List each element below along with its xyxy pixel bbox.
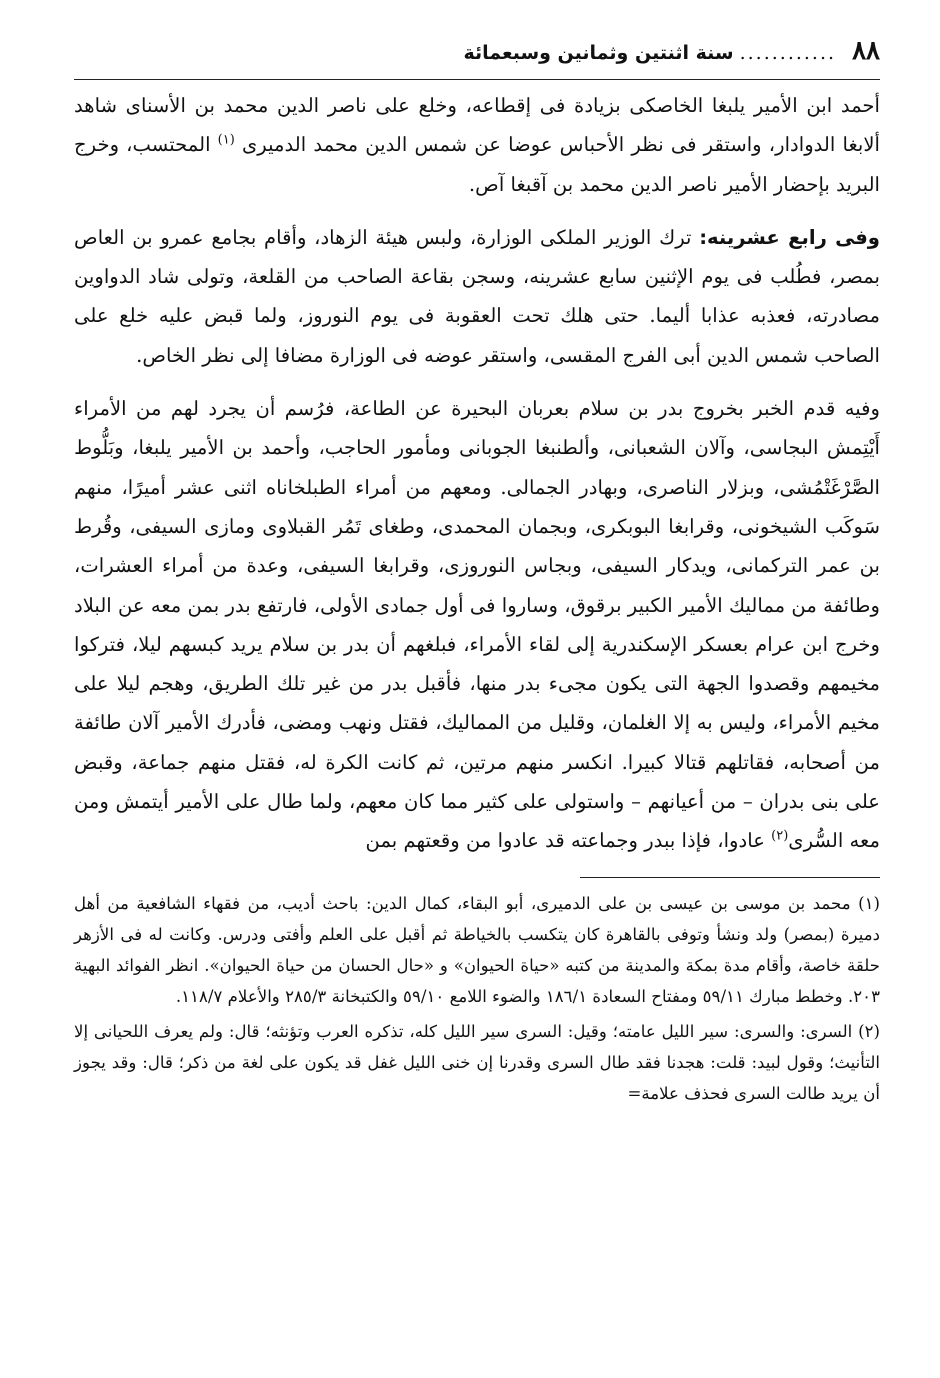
paragraph-2-text: ترك الوزير الملكى الوزارة، ولبس هيئة الزهاد، وأقام بجامع عمرو بن العاص بمصر، فطُلب فى يوم الإثنين سابع عشرينه، وسجن بقاعة الصاحب من القلعة، وتولى شاد الدواوين مصادرته، فعذبه عذابا أليما. حتى هلك تحت العقوبة فى يوم النوروز، ولما قبض عليه خلع على الصاحب شمس الدين أبى الفرج المقسى، واستقر عوضه فى الوزارة مضافا إلى نظر الخاص.	[74, 225, 880, 367]
header-leader-dots: ............	[739, 42, 837, 64]
paragraph-3-continuation: عادوا، فإذا ببدر وجماعته قد عادوا من وقعتهم بمن	[365, 829, 772, 853]
footnote-ref-2[interactable]: (٢)	[771, 828, 789, 844]
page-header	[74, 28, 880, 80]
paragraph-3-text: وفيه قدم الخبر بخروج بدر بن سلام بعربان البحيرة عن الطاعة، فرُسم أن يجرد لهم من الأمراء أَيْتِمش البجاسى، وآلان الشعبانى، وألطنبغا الجوبانى ومأمور الحاجب، وأحمد بن الأمير يلبغا، وبَلُّوط الصَّرْغَتْمُشى، وبزلار الناصرى، وبهادر الجمالى. ومعهم من أمراء الطبلخاناه اثنى عشر أميرًا، منهم سَوكَب الشيخونى، وقرابغا البوبكرى، وبجمان المحمدى، وطغاى تَمُر القبلاوى ومازى السيفى، وقُرط بن عمر التركمانى، ويدكار السيفى، وبجاس النوروزى، وقرابغا السيفى، وعدة من أمراء العشرات، وطائفة من مماليك الأمير الكبير برقوق، وساروا فى أول جمادى الأولى، فارتفع بدر بمن معه عن البلاد وخرج ابن عرام بعسكر الإسكندرية إلى لقاء الأمراء، فبلغهم أن بدر بن سلام يريد كبسهم ليلا، فتركوا مخيمهم وقصدوا الجهة التى يكون مجىء بدر منها، فأقبل بدر من غير تلك الطريق، وهجم ليلا على مخيم الأمراء، وليس به إلا الغلمان، وقليل من المماليك، فقتل ونهب ومضى، فأدرك الأمير آلان طائفة من أصحابه، فقاتلهم قتالا كبيرا. انكسر منهم مرتين، ثم كانت الكرة له، فقتل منهم جماعة، وقبض على بنى بدران – من أعيانهم – واستولى على كثير مما كان معهم، ولما طال على الأمير أيتمش ومن معه السُّرى	[74, 397, 880, 853]
footnote-1: (١) محمد بن موسى بن عيسى بن على الدميرى، أبو البقاء، كمال الدين: باحث أديب، من فقهاء الشافعية من أهل دميرة (بمصر) ولد ونشأ وتوفى بالقاهرة كان يتكسب بالخياطة ثم أقبل على العلم وأفتى ودرس. وكانت له فى الأزهر حلقة خاصة، وأقام مدة بمكة والمدينة من كتبه «حياة الحيوان» و «حال الحسان من حياة الحيوان». انظر الفوائد البهية ٢٠٣. وخطط مبارك ٥٩/١١ ومفتاح السعادة ١٨٦/١ والضوء اللامع ٥٩/١٠ والكتبخانة ٢٨٥/٣ والأعلام ١١٨/٧.	[74, 893, 880, 1006]
paragraph-1	[74, 86, 880, 204]
footnote-ref-1[interactable]: (١)	[217, 132, 235, 148]
paragraph-1-continuation: المحتسب، وخرج البريد بإحضار الأمير ناصر الدين محمد بن آقبغا آص.	[74, 133, 880, 196]
page-number: ٨٨	[852, 36, 880, 66]
book-page	[74, 28, 880, 1348]
main-text	[74, 86, 880, 861]
paragraph-2	[74, 218, 880, 375]
paragraph-3	[74, 389, 880, 861]
running-title: سنة اثنتين وثمانين وسبعمائة	[463, 42, 734, 64]
footnote-separator	[580, 877, 880, 878]
paragraph-2-lead: وفى رابع عشرينه:	[699, 225, 880, 249]
footnote-2: (٢) السرى: والسرى: سير الليل عامته؛ وقيل: السرى سير الليل كله، تذكره العرب وتؤنثه؛ قال: ولم يعرف اللحيانى إلا التأنيث؛ وقول لبيد: قلت: هجدنا فقد طال السرى وقدرنا إن خنى الليل غفل قد يكون على لغة من ذكر؛ قال: وقد يجوز أن يريد طالت السرى فحذف علامة=	[74, 1021, 880, 1103]
footnotes	[74, 888, 880, 1109]
paragraph-1-text: أحمد ابن الأمير يلبغا الخاصكى بزيادة فى إقطاعه، وخلع على ناصر الدين محمد بن الأسناى شاهد ألابغا الدوادار، واستقر فى نظر الأحباس عوضا عن شمس الدين محمد الدميرى	[74, 94, 880, 157]
